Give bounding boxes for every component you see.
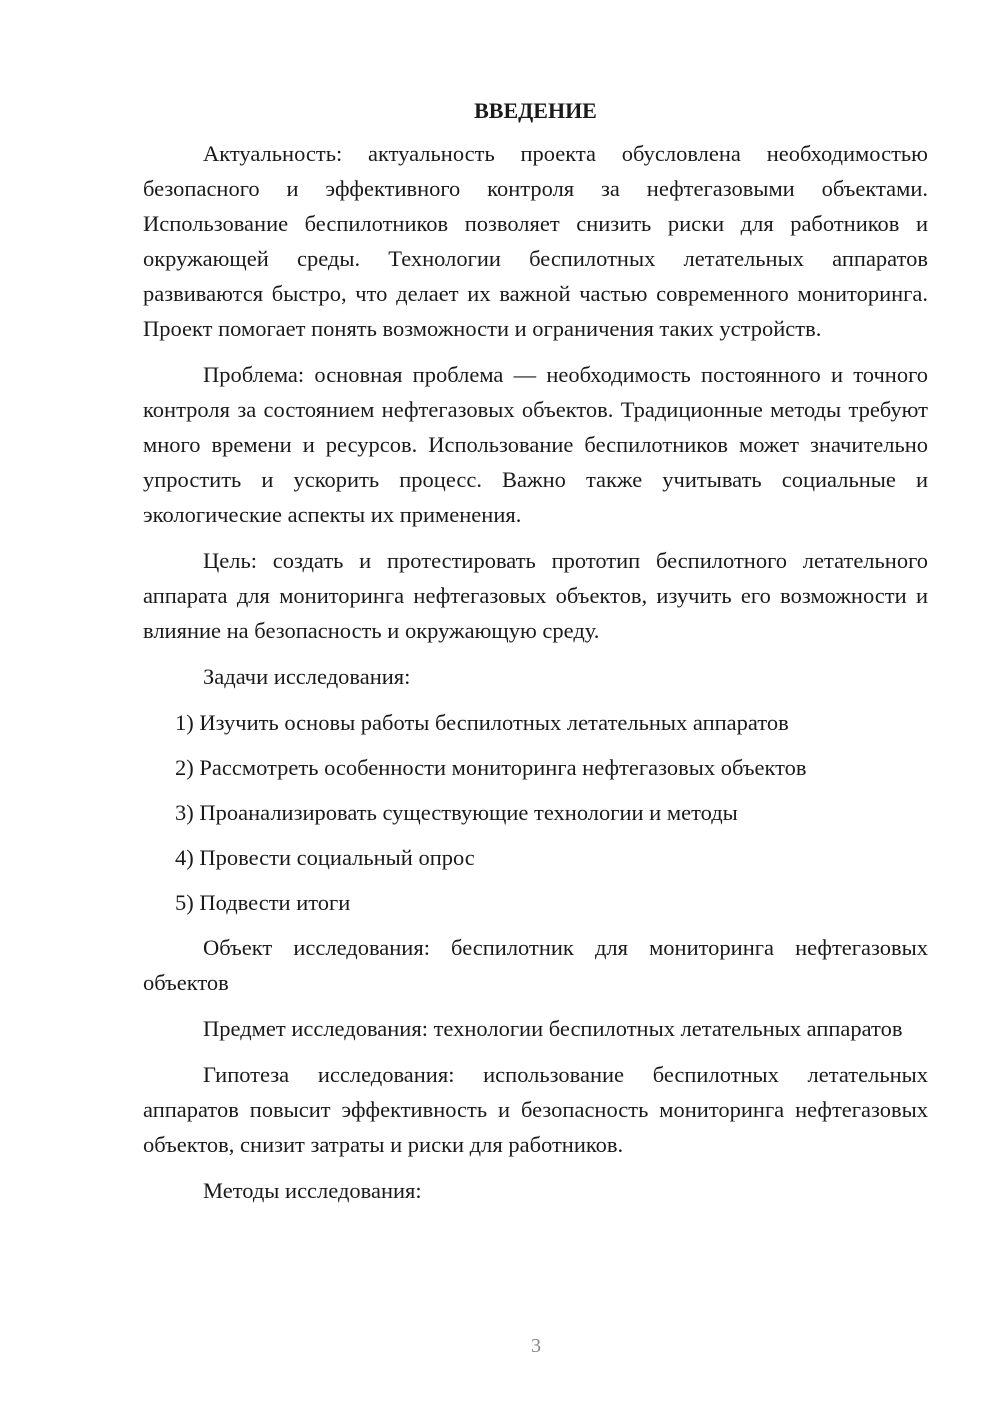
paragraph-subject: Предмет исследования: технологии беспилотных летательных аппаратов: [203, 1016, 903, 1041]
list-item: 2) Рассмотреть особенности мониторинга нефтегазовых объектов: [175, 755, 807, 780]
list-item: 3) Проанализировать существующие технологии и методы: [175, 800, 738, 825]
page-number: 3: [531, 1335, 541, 1357]
list-item: 4) Провести социальный опрос: [175, 845, 475, 870]
list-item: 5) Подвести итоги: [175, 890, 351, 915]
methods-title: Методы исследования:: [203, 1178, 422, 1203]
list-item: 1) Изучить основы работы беспилотных летательных аппаратов: [175, 710, 789, 735]
tasks-title: Задачи исследования:: [203, 664, 411, 689]
paragraph-goal: Цель: создать и протестировать прототип беспилотного летательного аппарата для мониторинга нефтегазовых объектов, изучить его возможности и влияние на безопасность и окружающую среду.: [143, 548, 928, 643]
paragraph-problem: Проблема: основная проблема — необходимость постоянного и точного контроля за состоянием нефтегазовых объектов. Традиционные методы требуют много времени и ресурсов. Использование беспилотников может значительно упростить и ускорить процесс. Важно также учитывать социальные и экологические аспекты их применения.: [143, 362, 928, 527]
paragraph-object: Объект исследования: беспилотник для мониторинга нефтегазовых объектов: [143, 935, 928, 995]
page-content: [143, 96, 928, 1219]
paragraph-hypothesis: Гипотеза исследования: использование беспилотных летательных аппаратов повысит эффективность и безопасность мониторинга нефтегазовых объектов, снизит затраты и риски для работников.: [143, 1062, 928, 1157]
tasks-list: [143, 705, 928, 920]
section-heading: ВВЕДЕНИЕ: [474, 98, 597, 123]
paragraph-relevance: Актуальность: актуальность проекта обусловлена необходимостью безопасного и эффективного контроля за нефтегазовыми объектами. Использование беспилотников позволяет снизить риски для работников и окружающей среды. Технологии беспилотных летательных аппаратов развиваются быстро, что делает их важной частью современного мониторинга. Проект помогает понять возможности и ограничения таких устройств.: [143, 141, 928, 341]
